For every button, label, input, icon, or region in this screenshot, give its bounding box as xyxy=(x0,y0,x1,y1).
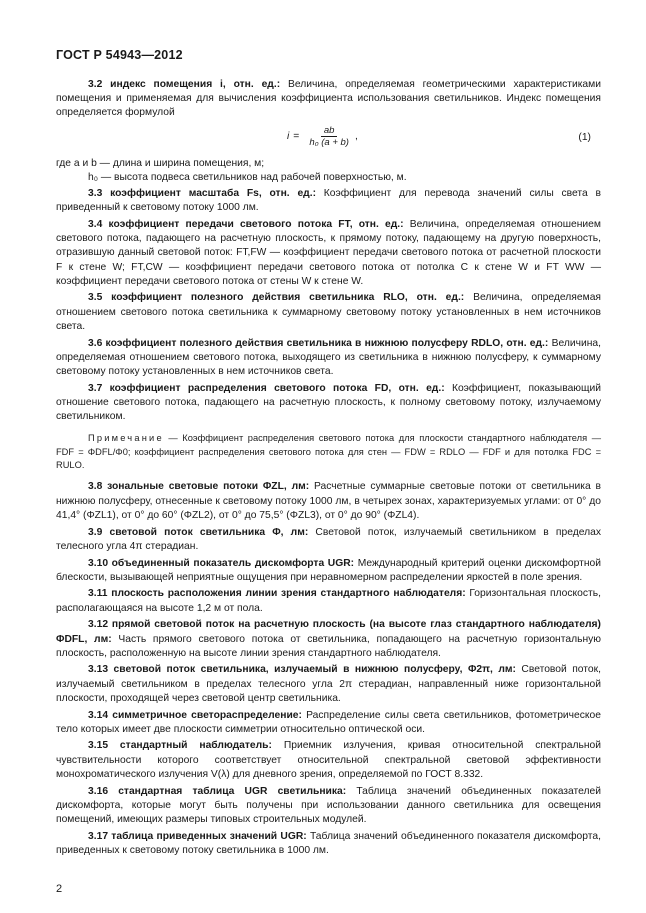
section-3-11 xyxy=(56,587,601,615)
term: 3.13 световой поток светильника, излучаемый в нижнюю полусферу, Φ2π, лм: xyxy=(88,664,516,676)
section-3-14 xyxy=(56,709,601,737)
definition: Таблица значений объединенных показателей дискомфорта, которые могут быть получены при использовании данного светильника для освещения помещений, имеющих размеры типовых строительных модулей. xyxy=(56,785,601,825)
term: 3.16 стандартная таблица UGR светильника: xyxy=(88,785,347,797)
term: 3.8 зональные световые потоки ΦZL, лм: xyxy=(88,481,310,493)
document-body xyxy=(56,78,601,861)
definition: Часть прямого светового потока от светильника, попадающего на расчетную горизонтальную плоскость, расположенную на высоте линии зрения стандартного наблюдателя. xyxy=(56,633,602,659)
term: 3.15 стандартный наблюдатель: xyxy=(88,740,272,752)
section-3-10 xyxy=(56,557,601,585)
section-3-6 xyxy=(56,337,601,380)
term: 3.3 коэффициент масштаба Fs, отн. ед.: xyxy=(88,188,316,200)
term: 3.11 плоскость расположения линии зрения стандартного наблюдателя: xyxy=(88,588,466,600)
definition: Световой поток, излучаемый светильником в пределах телесного угла 2π стерадиан, направленный ниже горизонтальной плоскости, проходящей через световой центр светильника. xyxy=(56,664,602,704)
section-3-13 xyxy=(56,663,601,706)
term: 3.2 индекс помещения i, отн. ед.: xyxy=(88,79,281,90)
definition: Распределение силы света светильников, фотометрическое тело которых имеет две плоскости симметрии относительно оптической оси. xyxy=(56,709,601,735)
section-3-2 xyxy=(56,78,601,121)
formula-fraction xyxy=(306,125,352,149)
term: 3.4 коэффициент передачи светового потока FT, отн. ед.: xyxy=(88,218,404,230)
formula-lhs: i xyxy=(287,130,290,142)
formula-denominator: h₀ (a + b) xyxy=(309,136,349,148)
term: 3.17 таблица приведенных значений UGR: xyxy=(88,830,307,842)
formula-number: (1) xyxy=(578,131,591,143)
term: 3.10 объединенный показатель дискомфорта UGR: xyxy=(88,557,355,569)
definition: Коэффициент, показывающий отношение светового потока, падающего на расчетную плоскость, к полному световому потоку, излучаемому светильником. xyxy=(56,382,601,423)
formula-expression xyxy=(287,125,358,149)
formula-op: = xyxy=(293,130,300,142)
formula-1 xyxy=(56,125,601,155)
definition: Таблица значений объединенного показателя дискомфорта, приведенных к световому потоку светильника в 1000 лм. xyxy=(56,830,601,856)
term: 3.9 световой поток светильника Φ, лм: xyxy=(88,526,309,538)
term: 3.6 коэффициент полезного действия светильника в нижнюю полусферу RDLO, отн. ед.: xyxy=(88,337,549,349)
section-3-7 xyxy=(56,382,601,425)
section-3-17 xyxy=(56,830,601,858)
section-3-9 xyxy=(56,526,601,554)
section-3-5 xyxy=(56,291,601,334)
page-number: 2 xyxy=(56,883,63,895)
section-3-3 xyxy=(56,187,601,215)
note-text: — Коэффициент распределения светового потока для плоскости стандартного наблюдателя — FDF = ΦDFL/Φ0; коэффициент распределения светового потока для стен — FDW = RDLO — FDF и для потолка FDC = RULO. xyxy=(56,433,601,471)
note-label: Примечание xyxy=(88,433,164,444)
term: 3.14 симметричное светораспределение: xyxy=(88,709,302,721)
definition: Величина, определяемая отношением светового потока светильника к суммарному световому потоку установленных в нем источников света. xyxy=(56,292,601,332)
section-3-8 xyxy=(56,480,601,523)
formula-trail: , xyxy=(354,130,358,142)
definition: Величина, определяемая отношением светового потока, падающего на расчетную плоскость, к прямому потоку, падающему на другую поверхность, отразившую данный световой поток: FT,FW — коэффициент передачи светового потока от расчетной плоскости F к стене W; FT,CW — коэффициент передачи светового потока от потолка C к стене W и FT WW — коэффициент передачи светового потока от стены W к стене W. xyxy=(56,218,601,287)
where-line-2: h₀ — высота подвеса светильников над рабочей поверхностью, м. xyxy=(88,171,407,183)
section-3-12 xyxy=(56,618,601,661)
definition: Коэффициент для перевода значений силы света в приведенный к световому потоку 1000 лм. xyxy=(56,188,601,214)
definition: Международный критерий оценки дискомфортной блескости, вызывающей неприятные ощущения при неравномерном распределении яркостей в поле зрения. xyxy=(56,557,601,583)
document-header: ГОСТ Р 54943—2012 xyxy=(56,48,183,62)
section-3-15 xyxy=(56,739,601,782)
definition: Расчетные суммарные световые потоки от светильника в нижнюю полусферу, отнесенные к световому потоку 1000 лм, в четырех зонах, характеризуемых углами: от 0° до 41,4° (ΦZL1), от 0° до 60° (ΦZL2), от 0° до 75,5° (ΦZL3), от 0° до 90° (ΦZL4). xyxy=(56,481,601,521)
definition: Приемник излучения, кривая относительной спектральной чувствительности которого соответствует относительной спектральной световой эффективности монохроматического излучения V(λ) для дневного зрения, определяемой по ГОСТ 8.332. xyxy=(56,740,601,780)
definition: Горизонтальная плоскость, располагающаяся на высоте 1,2 м от пола. xyxy=(56,588,601,614)
definition: Световой поток, излучаемый светильником в пределах телесного угла 4π стерадиан. xyxy=(56,526,601,552)
term: 3.12 прямой световой поток на расчетную плоскость (на высоте глаз стандартного наблюдателя) ΦDFL, лм: xyxy=(56,619,601,645)
formula-numerator: ab xyxy=(321,125,338,137)
note xyxy=(56,432,601,472)
definition: Величина, определяемая геометрическими характеристиками помещения и применяемая для вычисления коэффициента использования светильников. Индекс помещения определяется формулой xyxy=(56,79,601,119)
section-3-16 xyxy=(56,785,601,828)
definition: Величина, определяемая отношением светового потока, выходящего из светильника в нижнюю полусферу, к суммарному световому потоку установленных в нем источников света. xyxy=(56,337,602,377)
where-line-1: где a и b — длина и ширина помещения, м; xyxy=(56,157,265,169)
section-3-4 xyxy=(56,218,601,289)
term: 3.7 коэффициент распределения светового потока FD, отн. ед.: xyxy=(88,382,445,394)
term: 3.5 коэффициент полезного действия светильника RLO, отн. ед.: xyxy=(88,292,465,304)
